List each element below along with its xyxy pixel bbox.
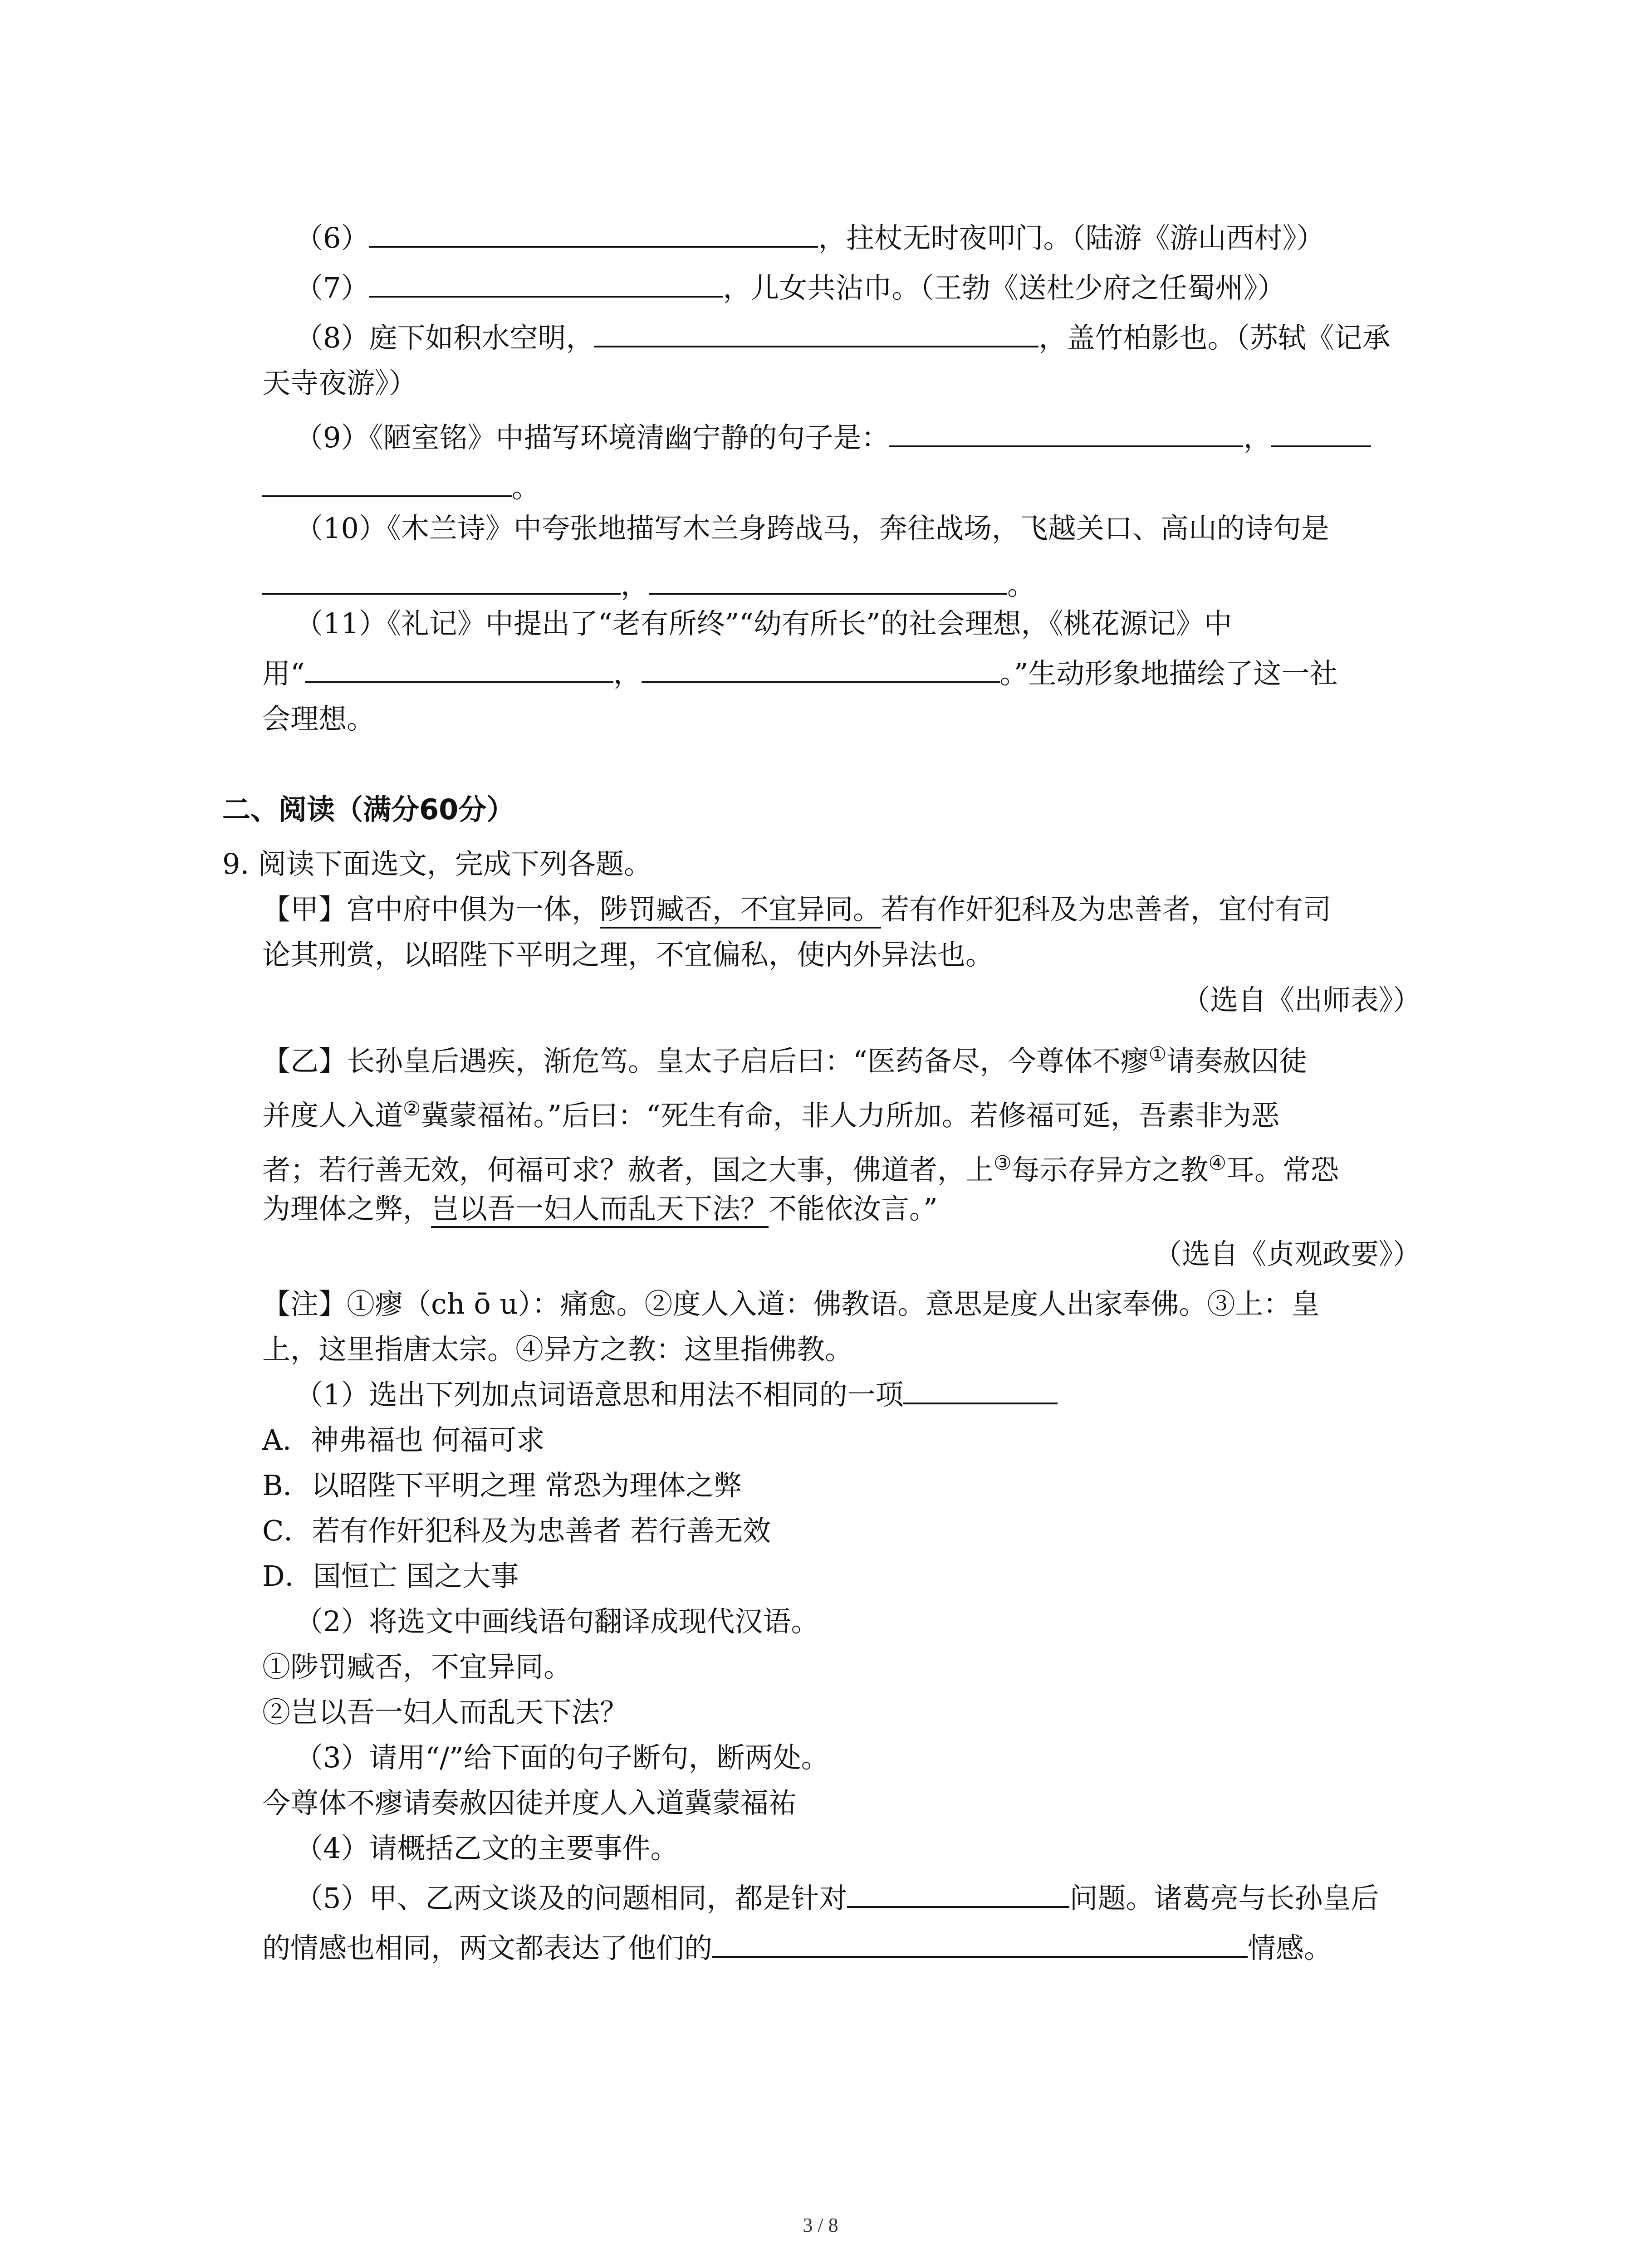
q11-blank-2[interactable] [642, 654, 1000, 683]
section-title: 二、阅读（满分60分） [222, 793, 515, 826]
yi-text-3b: 每示存异方之教 [1011, 1153, 1209, 1187]
q11-comma: ， [613, 657, 642, 690]
q6-text: ，拄杖无时夜叩门。（陆游《游山西村》） [818, 221, 1325, 254]
q8-text-a: （8）庭下如积水空明， [295, 321, 594, 354]
sub5-blank-2[interactable] [712, 1929, 1248, 1958]
q8-text-c: 天寺夜游》） [262, 367, 417, 400]
sub5-text-b: 问题。诸葛亮与长孙皇后 [1069, 1882, 1379, 1915]
q10-comma: ， [621, 568, 649, 601]
question-10-cont [262, 565, 1035, 606]
jia-text-1b: 若有作奸犯科及为忠善者，宜付有司 [881, 893, 1332, 926]
q9-blank-1[interactable] [889, 418, 1243, 447]
question-11 [295, 603, 1232, 644]
question-6 [295, 218, 1324, 259]
sub5-text-a: （5）甲、乙两文谈及的问题相同，都是针对 [295, 1882, 847, 1915]
sub1-answer-blank[interactable] [903, 1375, 1058, 1404]
sub3-sentence: 今尊体不瘳请奏赦囚徒并度人入道冀蒙福祐 [262, 1786, 797, 1819]
reading-intro: 9. 阅读下面选文，完成下列各题。 [222, 847, 652, 880]
yi-text-2a: 并度人入道 [262, 1099, 403, 1132]
q7-number: （7） [295, 271, 369, 304]
yi-text-4b: 不能依汝言。” [769, 1192, 938, 1225]
q10-blank-2[interactable] [649, 566, 1007, 595]
q11-blank-1[interactable] [305, 654, 613, 683]
note-marker-3: ③ [994, 1152, 1012, 1175]
sub2-item-2: ②岂以吾一妇人而乱天下法？ [262, 1696, 628, 1729]
sub1-text: （1）选出下列加点词语意思和用法不相同的一项 [295, 1378, 904, 1411]
q6-blank[interactable] [369, 219, 818, 248]
jia-line-1 [262, 889, 1331, 930]
q11-text-d: 会理想。 [262, 702, 375, 735]
sub5-text-d: 情感。 [1248, 1931, 1332, 1965]
jia-line-2: 论其刑赏，以昭陛下平明之理，不宜偏私，使内外异法也。 [262, 938, 994, 971]
question-11-end [262, 699, 375, 739]
q10-text: （10）《木兰诗》中夸张地描写木兰身跨战马，奔往战场，飞越关口、高山的诗句是 [295, 512, 1329, 545]
note-marker-2: ② [403, 1097, 421, 1120]
option-b[interactable]: B．以昭陛下平明之理 常恐为理体之弊 [262, 1469, 742, 1502]
q9-blank-2b[interactable] [262, 468, 512, 497]
q10-end: 。 [1007, 568, 1036, 601]
page-number: 3 / 8 [803, 2214, 838, 2236]
q11-text-a: （11）《礼记》中提出了“老有所终”“幼有所长”的社会理想，《桃花源记》中 [295, 607, 1232, 640]
q8-text-b: ，盖竹柏影也。（苏轼《记承 [1038, 321, 1391, 354]
q7-blank[interactable] [369, 269, 723, 298]
option-d[interactable]: D．国恒亡 国之大事 [262, 1559, 519, 1593]
q9-comma: ， [1243, 421, 1272, 454]
sub5-text-c: 的情感也相同，两文都表达了他们的 [262, 1931, 713, 1965]
q10-blank-1[interactable] [262, 566, 621, 595]
question-8-cont [262, 363, 417, 404]
option-a[interactable]: A．神弗福也 何福可求 [262, 1423, 545, 1457]
yi-line-4 [262, 1188, 938, 1229]
jia-source: （选自《出师表》） [1181, 983, 1421, 1017]
q9-end: 。 [512, 471, 540, 504]
note-line-2: 上，这里指唐太宗。④异方之教：这里指佛教。 [262, 1333, 853, 1366]
jia-underlined: 陟罚臧否，不宜异同。 [600, 893, 881, 929]
question-10 [295, 508, 1329, 549]
question-9 [295, 417, 1371, 458]
yi-text-4a: 为理体之弊， [262, 1192, 431, 1225]
yi-text-3a: 者；若行善无效，何福可求？赦者，国之大事，佛道者，上 [262, 1153, 994, 1187]
yi-underlined: 岂以吾一妇人而乱天下法？ [431, 1192, 769, 1228]
note-marker-4: ④ [1208, 1152, 1226, 1175]
sub-question-5 [295, 1878, 1379, 1919]
q6-number: （6） [295, 221, 369, 254]
yi-text-3c: 耳。常恐 [1226, 1153, 1339, 1187]
yi-line-1 [262, 1034, 1307, 1082]
note-marker-1: ① [1148, 1043, 1167, 1066]
question-11-cont [262, 653, 1337, 694]
sub-question-3: （3）请用“/”给下面的句子断句，断两处。 [295, 1741, 829, 1774]
question-7 [295, 268, 1285, 308]
option-c[interactable]: C．若有作奸犯科及为忠善者 若行善无效 [262, 1514, 771, 1547]
question-8 [295, 318, 1390, 358]
q7-text: ，儿女共沾巾。（王勃《送杜少府之任蜀州》） [723, 271, 1286, 304]
yi-text-2b: 冀蒙福祐。”后曰：“死生有命，非人力所加。若修福可延，吾素非为恶 [421, 1099, 1279, 1132]
sub-question-2: （2）将选文中画线语句翻译成现代汉语。 [295, 1605, 819, 1638]
question-9-cont [262, 467, 540, 508]
sub-question-4: （4）请概括乙文的主要事件。 [295, 1832, 679, 1865]
sub5-blank-1[interactable] [847, 1879, 1069, 1908]
q9-text: （9）《陋室铭》中描写环境清幽宁静的句子是： [295, 421, 890, 454]
sub2-item-1: ①陟罚臧否，不宜异同。 [262, 1650, 572, 1683]
sub-question-5-cont [262, 1928, 1332, 1969]
q9-blank-2a[interactable] [1271, 418, 1371, 447]
yi-text-1b: 请奏赦囚徒 [1166, 1044, 1308, 1078]
yi-source: （选自《贞观政要》） [1153, 1237, 1421, 1271]
q8-blank[interactable] [594, 318, 1038, 347]
q11-text-b: 用“ [262, 657, 305, 690]
jia-text-1a: 【甲】宫中府中俱为一体， [262, 893, 600, 926]
yi-line-3 [262, 1143, 1339, 1191]
note-line-1: 【注】①瘳（ch ō u）：痛愈。②度人入道：佛教语。意思是度人出家奉佛。③上：皇 [262, 1287, 1320, 1320]
q11-text-c: 。”生动形象地描绘了这一社 [999, 657, 1338, 690]
yi-line-2 [262, 1089, 1279, 1136]
yi-text-1a: 【乙】长孙皇后遇疾，渐危笃。皇太子启后曰：“医药备尽，今尊体不瘳 [262, 1044, 1149, 1078]
sub-question-1 [295, 1374, 1058, 1415]
